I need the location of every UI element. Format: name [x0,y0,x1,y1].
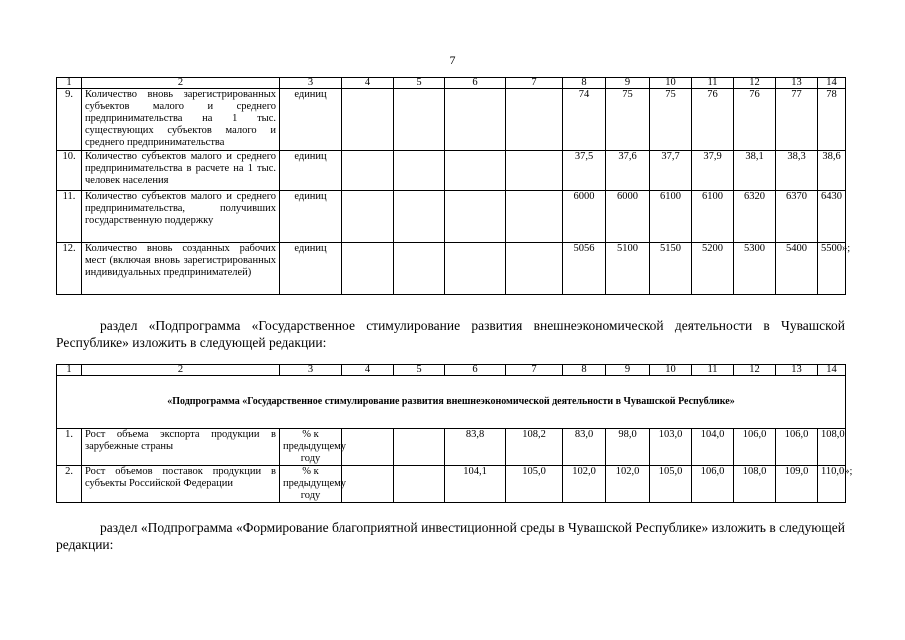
value-cell: 83,0 [563,429,606,466]
value-cell: 77 [776,89,818,151]
value-cell: 105,0 [506,466,563,503]
indicator-name: Количество субъектов малого и среднего предпринимательства, получивших государственную поддержку [82,191,280,243]
table-row [57,89,846,151]
value-cell [394,191,445,243]
row-number: 10. [57,151,82,191]
value-cell [394,89,445,151]
value-cell [445,191,506,243]
value-cell: 5400 [776,243,818,295]
header-cell: 2 [82,78,280,89]
value-cell: 38,6 [818,151,846,191]
header-cell: 12 [734,365,776,376]
value-cell: 6320 [734,191,776,243]
header-cell: 11 [692,78,734,89]
header-cell: 8 [563,365,606,376]
unit-cell: единиц [280,243,342,295]
value-cell [342,191,394,243]
value-cell: 5150 [650,243,692,295]
value-cell: 108,0 [734,466,776,503]
table-header-row [57,78,846,89]
value-cell [445,243,506,295]
row-number: 11. [57,191,82,243]
paragraph-section-export: раздел «Подпрограмма «Государственное стимулирование развития внешнеэкономической деятельности в Чувашской Республике» изложить в следующей редакции: [56,318,845,350]
value-cell: 37,9 [692,151,734,191]
indicator-name: Количество вновь зарегистрированных субъектов малого и среднего предпринимательства на 1 тыс. существующих субъектов малого и среднего предпринимательства [82,89,280,151]
value-cell: 38,1 [734,151,776,191]
value-cell: 6000 [606,191,650,243]
value-cell: 108,2 [506,429,563,466]
table-row [57,243,846,295]
header-cell: 5 [394,365,445,376]
header-cell: 6 [445,365,506,376]
value-cell [506,243,563,295]
value-cell [445,89,506,151]
value-cell: 83,8 [445,429,506,466]
value-cell: 105,0 [650,466,692,503]
header-cell: 11 [692,365,734,376]
unit-cell: единиц [280,191,342,243]
value-cell: 104,0 [692,429,734,466]
value-cell [342,429,394,466]
indicator-name: Рост объема экспорта продукции в зарубежные страны [82,429,280,466]
value-cell: 5200 [692,243,734,295]
indicators-table-1 [56,77,851,295]
value-cell: 110,0»; [818,466,846,503]
header-cell: 8 [563,78,606,89]
header-cell: 14 [818,78,846,89]
value-cell [342,466,394,503]
header-cell: 3 [280,78,342,89]
value-cell: 103,0 [650,429,692,466]
header-cell: 5 [394,78,445,89]
header-cell: 9 [606,78,650,89]
value-cell: 102,0 [606,466,650,503]
value-cell: 38,3 [776,151,818,191]
indicators-table-2 [56,364,853,503]
value-cell: 37,7 [650,151,692,191]
value-cell: 5500»; [818,243,846,295]
value-cell: 109,0 [776,466,818,503]
header-cell: 3 [280,365,342,376]
header-cell: 7 [506,78,563,89]
value-cell [394,429,445,466]
indicator-name: Количество субъектов малого и среднего предпринимательства в расчете на 1 тыс. человек населения [82,151,280,191]
value-cell: 6100 [650,191,692,243]
value-cell: 78 [818,89,846,151]
unit-cell: % к предыдущему году [280,466,342,503]
row-number: 2. [57,466,82,503]
page-number: 7 [449,53,456,67]
table-row [57,429,846,466]
value-cell: 102,0 [563,466,606,503]
row-number: 12. [57,243,82,295]
unit-cell: % к предыдущему году [280,429,342,466]
value-cell [445,151,506,191]
indicator-name: Рост объемов поставок продукции в субъекты Российской Федерации [82,466,280,503]
header-cell: 14 [818,365,846,376]
value-cell [506,151,563,191]
value-cell: 6370 [776,191,818,243]
value-cell [506,191,563,243]
table-row [57,191,846,243]
subprogram-title: «Подпрограмма «Государственное стимулирование развития внешнеэкономической деятельности в Чувашской Республике» [57,376,846,429]
value-cell [342,89,394,151]
header-cell: 4 [342,78,394,89]
header-cell: 4 [342,365,394,376]
table-row [57,151,846,191]
header-cell: 1 [57,78,82,89]
header-cell: 10 [650,78,692,89]
value-cell: 37,5 [563,151,606,191]
value-cell: 106,0 [734,429,776,466]
value-cell: 5056 [563,243,606,295]
paragraph-section-investment: раздел «Подпрограмма «Формирование благоприятной инвестиционной среды в Чувашской Республике» изложить в следующей редакции: [56,520,845,552]
table-row [57,466,846,503]
unit-cell: единиц [280,89,342,151]
value-cell: 5100 [606,243,650,295]
row-number: 1. [57,429,82,466]
value-cell [394,243,445,295]
header-cell: 12 [734,78,776,89]
value-cell: 75 [650,89,692,151]
value-cell [342,151,394,191]
value-cell: 108,0 [818,429,846,466]
unit-cell: единиц [280,151,342,191]
header-cell: 7 [506,365,563,376]
header-cell: 1 [57,365,82,376]
subprogram-title-row [57,376,846,429]
value-cell: 6000 [563,191,606,243]
header-cell: 10 [650,365,692,376]
row-number: 9. [57,89,82,151]
value-cell: 5300 [734,243,776,295]
value-cell: 106,0 [776,429,818,466]
value-cell: 76 [734,89,776,151]
value-cell: 6100 [692,191,734,243]
value-cell: 104,1 [445,466,506,503]
value-cell: 75 [606,89,650,151]
value-cell: 74 [563,89,606,151]
header-cell: 13 [776,78,818,89]
value-cell: 98,0 [606,429,650,466]
indicator-name: Количество вновь созданных рабочих мест (включая вновь зарегистрированных индивидуальных предпринимателей) [82,243,280,295]
value-cell: 106,0 [692,466,734,503]
value-cell [506,89,563,151]
header-cell: 6 [445,78,506,89]
header-cell: 13 [776,365,818,376]
value-cell: 76 [692,89,734,151]
table-header-row [57,365,846,376]
value-cell: 37,6 [606,151,650,191]
value-cell: 6430 [818,191,846,243]
value-cell [394,466,445,503]
header-cell: 2 [82,365,280,376]
value-cell [394,151,445,191]
header-cell: 9 [606,365,650,376]
value-cell [342,243,394,295]
